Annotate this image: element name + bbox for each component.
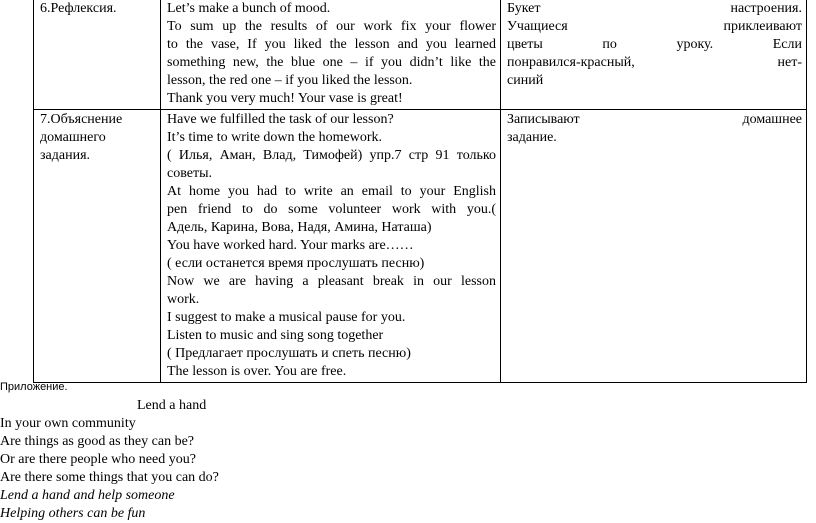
teacher-activity-cell bbox=[161, 0, 501, 110]
poem-chorus-line: Lend a hand and help someone bbox=[0, 488, 175, 503]
student-activity-cell bbox=[501, 0, 807, 110]
teacher-line: lesson, the red one – if you liked the lesson. bbox=[167, 73, 413, 88]
table-row-homework bbox=[34, 110, 807, 383]
teacher-line: Адель, Карина, Вова, Надя, Амина, Наташа) bbox=[167, 220, 432, 235]
student-line: цветы по уроку. Если bbox=[507, 37, 802, 52]
appendix-label: Приложение. bbox=[0, 381, 68, 393]
student-activity-cell bbox=[501, 110, 807, 383]
teacher-line: At home you had to write an email to your English bbox=[167, 184, 496, 199]
student-line: синий bbox=[507, 73, 544, 88]
teacher-line: Thank you very much! Your vase is great! bbox=[167, 91, 403, 106]
teacher-line: something new, the blue one – if you didn’t like the bbox=[167, 55, 496, 70]
stage-label: домашнего bbox=[40, 130, 106, 145]
poem-line: Or are there people who need you? bbox=[0, 452, 196, 467]
stage-cell bbox=[34, 0, 161, 110]
stage-label: 7.Объяснение bbox=[40, 112, 123, 127]
stage-label: задания. bbox=[40, 148, 91, 163]
poem-title: Lend a hand bbox=[137, 398, 207, 413]
student-line: Букет настроения. bbox=[507, 1, 802, 16]
stage-cell bbox=[34, 110, 161, 383]
teacher-line: Have we fulfilled the task of our lesson? bbox=[167, 112, 394, 127]
teacher-line: советы. bbox=[167, 166, 212, 181]
student-line: Учащиеся приклеивают bbox=[507, 19, 802, 34]
teacher-line: ( Предлагает прослушать и спеть песню) bbox=[167, 346, 411, 361]
teacher-activity-cell bbox=[161, 110, 501, 383]
teacher-line: Let’s make a bunch of mood. bbox=[167, 1, 331, 16]
table-row-reflection bbox=[34, 0, 807, 110]
poem bbox=[0, 397, 219, 523]
teacher-line: to the vase, If you liked the lesson and you learned bbox=[167, 37, 496, 52]
teacher-line: The lesson is over. You are free. bbox=[167, 364, 347, 379]
poem-line: Are things as good as they can be? bbox=[0, 434, 194, 449]
teacher-line: ( если останется время прослушать песню) bbox=[167, 256, 425, 271]
student-line: задание. bbox=[507, 130, 557, 145]
teacher-line: I suggest to make a musical pause for you. bbox=[167, 310, 406, 325]
teacher-line: pen friend to do some volunteer work with you.( bbox=[167, 202, 496, 217]
teacher-line: To sum up the results of our work fix your flower bbox=[167, 19, 496, 34]
student-line: Записывают домашнее bbox=[507, 112, 802, 127]
student-line: понравился-красный, нет- bbox=[507, 55, 802, 70]
teacher-line: You have worked hard. Your marks are…… bbox=[167, 238, 414, 253]
poem-line: In your own community bbox=[0, 416, 136, 431]
lesson-plan-table bbox=[33, 0, 807, 383]
poem-chorus-line: Helping others can be fun bbox=[0, 506, 146, 521]
teacher-line: work. bbox=[167, 292, 200, 307]
teacher-line: Now we are having a pleasant break in our lesson bbox=[167, 274, 496, 289]
teacher-line: ( Илья, Аман, Влад, Тимофей) упр.7 стр 91 только bbox=[167, 148, 496, 163]
stage-label: 6.Рефлексия. bbox=[40, 1, 117, 16]
poem-line: Are there some things that you can do? bbox=[0, 470, 219, 485]
teacher-line: Listen to music and sing song together bbox=[167, 328, 384, 343]
teacher-line: It’s time to write down the homework. bbox=[167, 130, 383, 145]
